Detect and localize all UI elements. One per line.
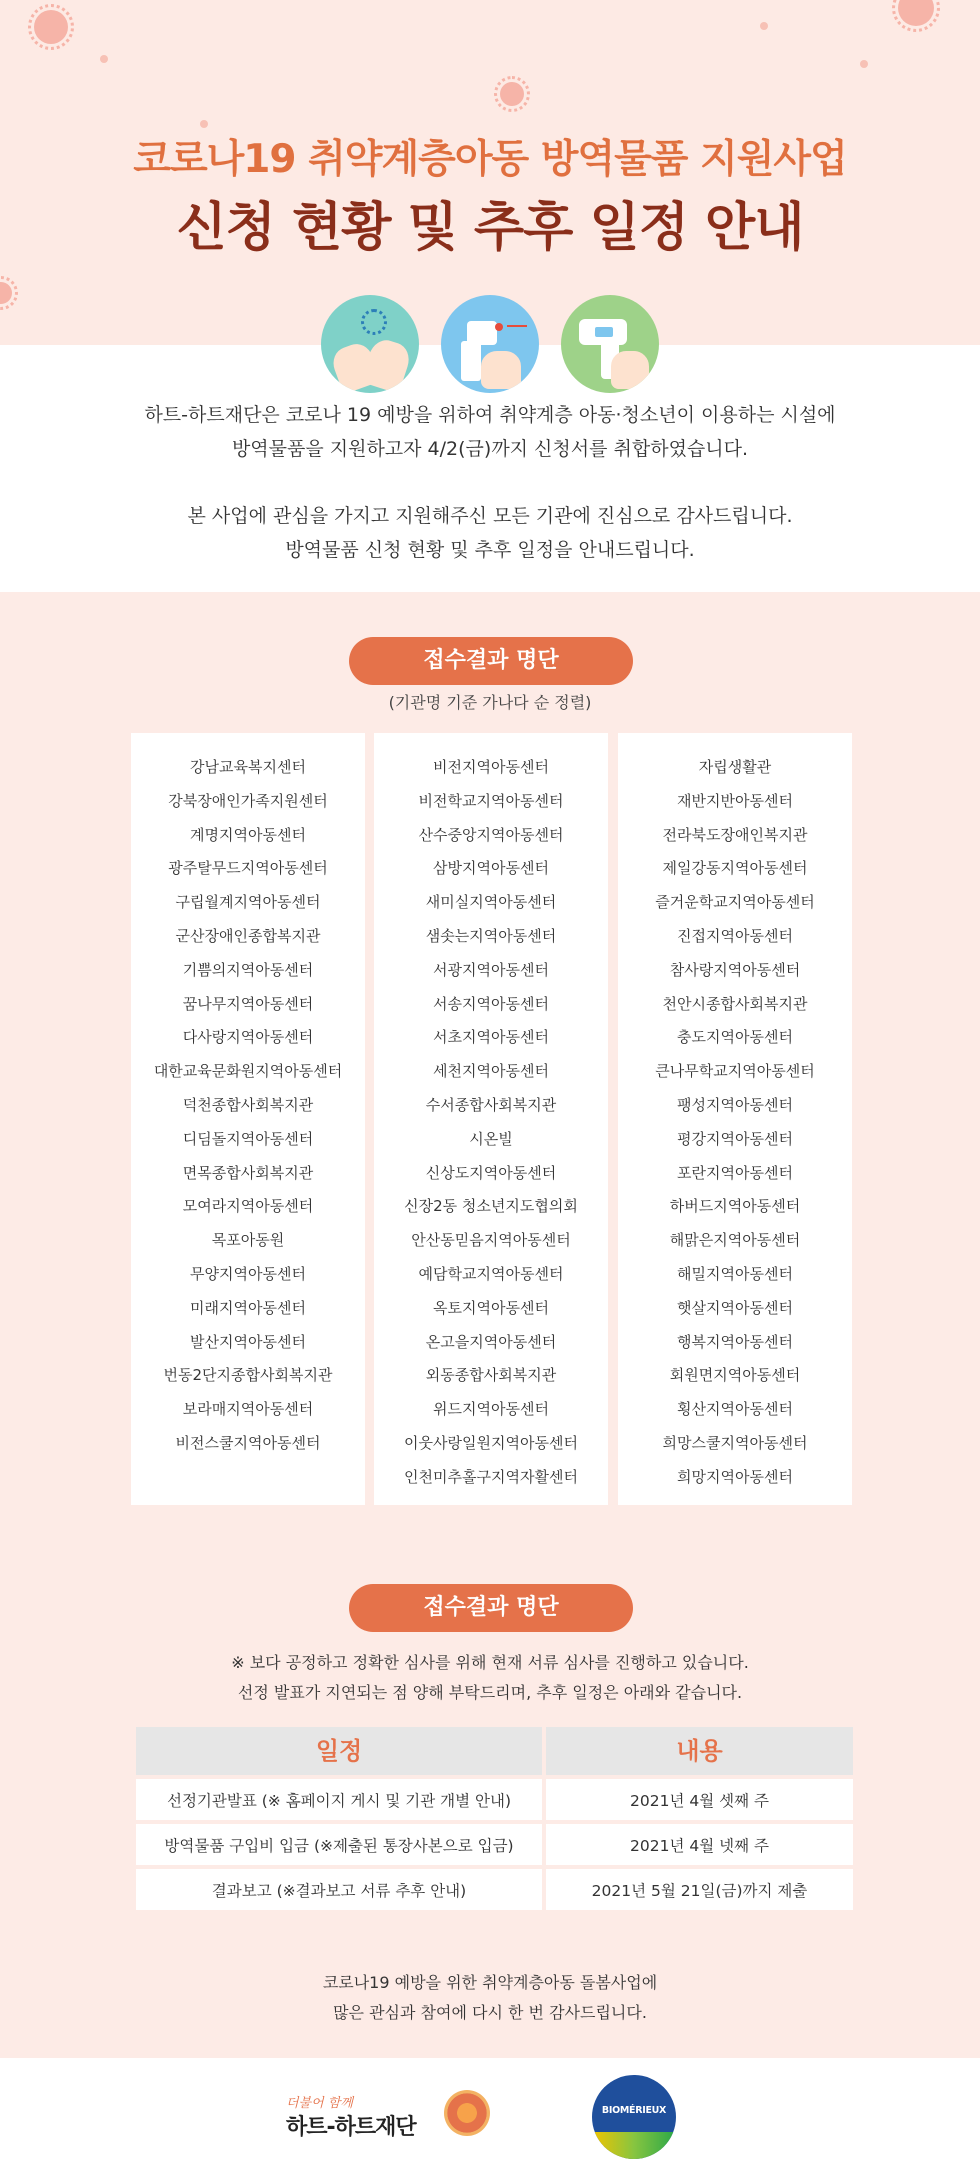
list-item: 발산지역아동센터: [190, 1332, 306, 1351]
heart-mosaic-icon: [444, 2090, 490, 2136]
list-item: 비전학교지역아동센터: [418, 791, 564, 810]
list-item: 신장2동 청소년지도협의회: [404, 1197, 578, 1216]
results-column-2: [374, 733, 608, 1505]
list-item: 희망지역아동센터: [677, 1467, 793, 1486]
table-cell: 2021년 4월 셋째 주: [542, 1775, 853, 1820]
list-item: 목포아동원: [211, 1231, 285, 1250]
logo-tagline: 더불어 함께: [286, 2096, 353, 2111]
results-heading: 접수결과 명단: [349, 637, 633, 685]
list-item: 햇살지역아동센터: [677, 1298, 793, 1317]
biomerieux-logo: [592, 2075, 676, 2159]
list-item: 무양지역아동센터: [190, 1264, 306, 1283]
page-title: 신청 현황 및 추후 일정 안내: [176, 198, 804, 258]
list-item: 모여라지역아동센터: [182, 1197, 314, 1216]
list-item: 희망스쿨지역아동센터: [662, 1433, 808, 1452]
list-item: 산수중앙지역아동센터: [418, 825, 564, 844]
list-item: 위드지역아동센터: [433, 1400, 549, 1419]
closing-line-2: 많은 관심과 참여에 다시 한 번 감사드립니다.: [333, 2003, 647, 2022]
results-column-1: [131, 733, 365, 1505]
list-item: 샘솟는지역아동센터: [425, 926, 557, 945]
list-item: 서광지역아동센터: [433, 960, 549, 979]
table-cell: 선정기관발표 (※ 홈페이지 게시 및 기관 개별 안내): [136, 1775, 542, 1820]
page-subtitle: 코로나19 취약계층아동 방역물품 지원사업: [133, 137, 847, 182]
list-item: 대한교육문화원지역아동센터: [153, 1062, 343, 1081]
list-item: 삼방지역아동센터: [433, 859, 549, 878]
list-item: 안산동믿음지역아동센터: [411, 1231, 571, 1250]
intro-line-3: 본 사업에 관심을 가지고 지원해주신 모든 기관에 진심으로 감사드립니다.: [187, 505, 793, 527]
list-item: 꿈나무지역아동센터: [182, 994, 314, 1013]
list-item: 새미실지역아동센터: [425, 893, 557, 912]
virus-icon: [500, 82, 524, 106]
list-item: 충도지역아동센터: [677, 1028, 793, 1047]
table-header-row: [136, 1727, 853, 1775]
sanitizer-spray-icon: [441, 295, 539, 393]
list-item: 자립생활관: [698, 758, 772, 776]
list-item: 미래지역아동센터: [190, 1298, 306, 1317]
hero-banner: [0, 0, 980, 345]
hand-washing-icon: [321, 295, 419, 393]
logo-name: 하트-하트재단: [286, 2115, 416, 2140]
list-item: 전라북도장애인복지관: [662, 825, 808, 844]
list-item: 외동종합사회복지관: [425, 1366, 557, 1385]
table-row: [136, 1820, 853, 1865]
list-item: 온고을지역아동센터: [425, 1332, 557, 1351]
list-item: 해밀지역아동센터: [677, 1264, 793, 1283]
intro-line-4: 방역물품 신청 현황 및 추후 일정을 안내드립니다.: [285, 539, 695, 561]
closing-message: [0, 1968, 980, 2028]
list-item: 즐거운학교지역아동센터: [655, 893, 815, 912]
virus-icon: [898, 0, 934, 26]
list-item: 시온빌: [469, 1129, 513, 1148]
list-item: 서초지역아동센터: [433, 1028, 549, 1047]
logo-color-band: [592, 2132, 676, 2159]
intro-line-1: 하트-하트재단은 코로나 19 예방을 위하여 취약계층 아동·청소년이 이용하는 시설에: [144, 404, 836, 426]
decor-dot: [760, 22, 768, 30]
list-item: 예담학교지역아동센터: [418, 1264, 564, 1283]
list-item: 디딤돌지역아동센터: [182, 1129, 314, 1148]
decor-dot: [100, 55, 108, 63]
logo-text: BIOMÉRIEUX: [601, 2105, 667, 2116]
table-cell: 2021년 4월 넷째 주: [542, 1820, 853, 1865]
list-item: 비전스쿨지역아동센터: [175, 1433, 321, 1452]
list-item: 수서종합사회복지관: [425, 1095, 557, 1114]
schedule-notice-line-1: ※ 보다 공정하고 정확한 심사를 위해 현재 서류 심사를 진행하고 있습니다.: [231, 1653, 749, 1672]
list-item: 기쁨의지역아동센터: [182, 960, 314, 979]
table-row: [136, 1775, 853, 1820]
list-item: 참사랑지역아동센터: [669, 960, 801, 979]
list-item: 큰나무학교지역아동센터: [655, 1062, 815, 1081]
heart-heart-foundation-logo: [286, 2090, 492, 2150]
table-cell: 2021년 5월 21일(금)까지 제출: [542, 1865, 853, 1910]
list-item: 강남교육복지센터: [190, 758, 306, 776]
list-item: 해맑은지역아동센터: [669, 1231, 801, 1250]
schedule-table: [136, 1727, 853, 1910]
list-item: 다사랑지역아동센터: [182, 1028, 314, 1047]
thermometer-icon: [561, 295, 659, 393]
list-item: 옥토지역아동센터: [433, 1298, 549, 1317]
column-header-content: 내용: [542, 1727, 853, 1775]
icon-row: [0, 295, 980, 395]
decor-dot: [200, 120, 208, 128]
virus-icon: [34, 10, 68, 44]
list-item: 군산장애인종합복지관: [175, 926, 321, 945]
list-item: 진접지역아동센터: [677, 926, 793, 945]
list-item: 면목종합사회복지관: [182, 1163, 314, 1182]
list-item: 횡산지역아동센터: [677, 1400, 793, 1419]
results-column-3: [618, 733, 852, 1505]
list-item: 덕천종합사회복지관: [182, 1095, 314, 1114]
list-item: 구립월계지역아동센터: [175, 893, 321, 912]
table-cell: 결과보고 (※결과보고 서류 추후 안내): [136, 1865, 542, 1910]
list-item: 하버드지역아동센터: [669, 1197, 801, 1216]
list-item: 천안시종합사회복지관: [662, 994, 808, 1013]
list-item: 인천미추홀구지역자활센터: [404, 1467, 578, 1486]
list-item: 제일강동지역아동센터: [662, 859, 808, 878]
list-item: 회원면지역아동센터: [669, 1366, 801, 1385]
table-row: [136, 1865, 853, 1910]
list-item: 강북장애인가족지원센터: [168, 791, 328, 810]
list-item: 보라매지역아동센터: [182, 1400, 314, 1419]
list-item: 계명지역아동센터: [190, 825, 306, 844]
schedule-notice-line-2: 선정 발표가 지연되는 점 양해 부탁드리며, 추후 일정은 아래와 같습니다.: [237, 1683, 743, 1702]
list-item: 평강지역아동센터: [677, 1129, 793, 1148]
results-sort-note: (기관명 기준 가나다 순 정렬): [388, 693, 592, 712]
list-item: 팽성지역아동센터: [677, 1095, 793, 1114]
list-item: 광주탈무드지역아동센터: [168, 859, 328, 878]
list-item: 비전지역아동센터: [433, 758, 549, 776]
list-item: 포란지역아동센터: [677, 1163, 793, 1182]
table-cell: 방역물품 구입비 입금 (※제출된 통장사본으로 입금): [136, 1820, 542, 1865]
list-item: 서송지역아동센터: [433, 994, 549, 1013]
column-header-schedule: 일정: [136, 1727, 542, 1775]
list-item: 이웃사랑일원지역아동센터: [404, 1433, 578, 1452]
closing-line-1: 코로나19 예방을 위한 취약계층아동 돌봄사업에: [322, 1973, 658, 1992]
intro-line-2: 방역물품을 지원하고자 4/2(금)까지 신청서를 취합하였습니다.: [231, 438, 749, 460]
list-item: 신상도지역아동센터: [425, 1163, 557, 1182]
list-item: 재반지반아동센터: [677, 791, 793, 810]
list-item: 행복지역아동센터: [677, 1332, 793, 1351]
list-item: 번동2단지종합사회복지관: [163, 1366, 333, 1385]
schedule-heading: 접수결과 명단: [349, 1584, 633, 1632]
list-item: 세천지역아동센터: [433, 1062, 549, 1081]
decor-dot: [860, 60, 868, 68]
